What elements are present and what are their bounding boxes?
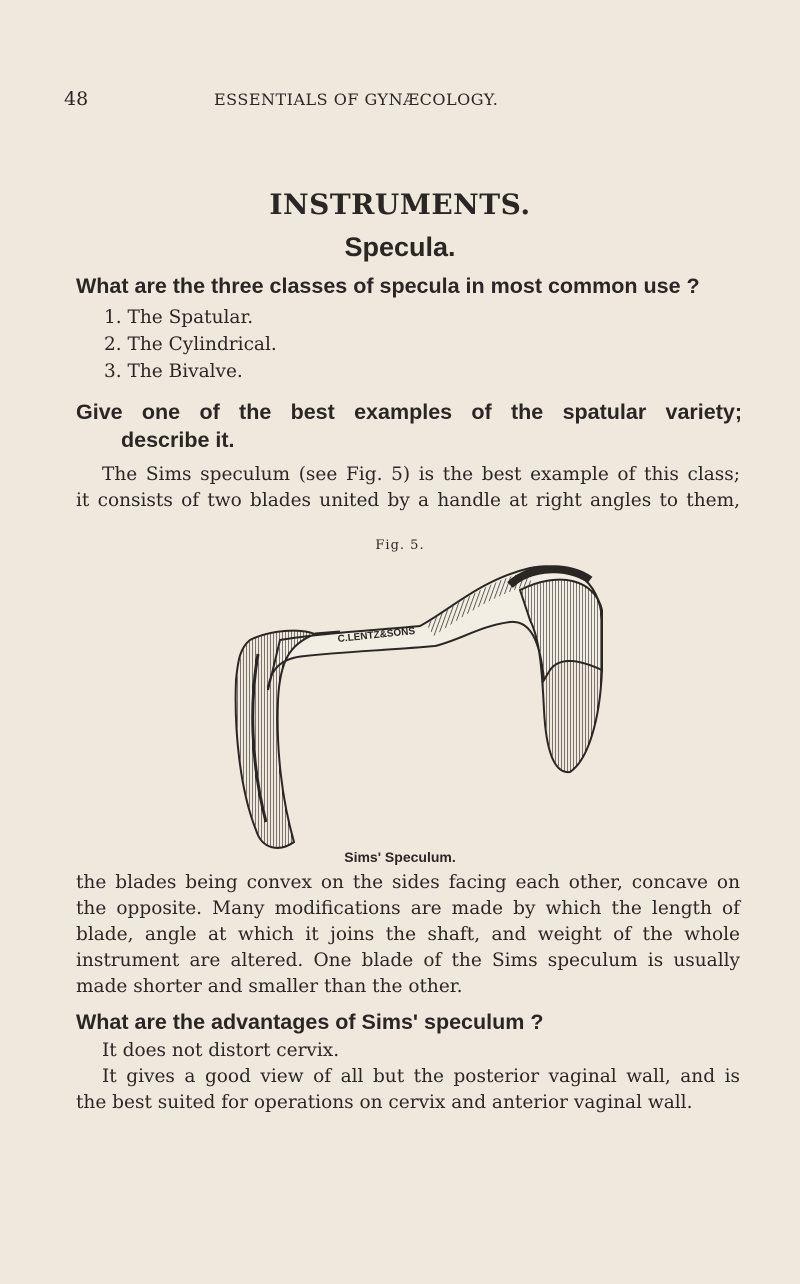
- continued-line: the blades being convex on the sides facing each other, concave on: [76, 872, 740, 893]
- answer-2-continued: [76, 870, 740, 1000]
- figure-label: Fig. 5.: [375, 538, 425, 553]
- question-3: What are the advantages of Sims' speculum ?: [76, 1010, 544, 1034]
- sims-speculum-illustration: [210, 560, 630, 860]
- section-title: INSTRUMENTS.: [269, 188, 531, 221]
- continued-line: blade, angle at which it joins the shaft, and weight of the whole: [76, 924, 740, 945]
- answer-2-line-2: it consists of two blades united by a handle at right angles to them,: [76, 490, 740, 511]
- answer-list: [104, 304, 277, 385]
- question-2-line-1: Give one of the best examples of the spatular variety;: [76, 400, 742, 424]
- maker-engraving: C.LENTZ&SONS: [337, 625, 416, 645]
- question-1: What are the three classes of specula in most common use ?: [76, 274, 700, 298]
- continued-line: made shorter and smaller than the other.: [76, 976, 463, 997]
- question-2: [76, 398, 742, 454]
- page-number: 48: [64, 88, 89, 110]
- list-item: 1. The Spatular.: [104, 307, 254, 328]
- subsection-title: Specula.: [344, 232, 456, 262]
- answer-2-paragraph: [76, 462, 740, 514]
- question-2-line-2: describe it.: [121, 428, 235, 452]
- answer-3-line-1: It does not distort cervix.: [102, 1040, 340, 1061]
- list-item: 3. The Bivalve.: [104, 361, 243, 382]
- answer-3-line-3: the best suited for operations on cervix and anterior vaginal wall.: [76, 1092, 693, 1113]
- list-item: 2. The Cylindrical.: [104, 334, 277, 355]
- continued-line: instrument are altered. One blade of the Sims speculum is usually: [76, 950, 740, 971]
- figure-caption: Sims' Speculum.: [344, 849, 456, 865]
- running-head: [64, 88, 724, 114]
- continued-line: the opposite. Many modifications are made by which the length of: [76, 898, 740, 919]
- answer-3-line-2: It gives a good view of all but the posterior vaginal wall, and is: [102, 1066, 740, 1087]
- answer-2-line-1: The Sims speculum (see Fig. 5) is the best example of this class;: [102, 464, 740, 485]
- answer-3-paragraph: [76, 1038, 740, 1116]
- running-title: ESSENTIALS OF GYNÆCOLOGY.: [214, 90, 499, 109]
